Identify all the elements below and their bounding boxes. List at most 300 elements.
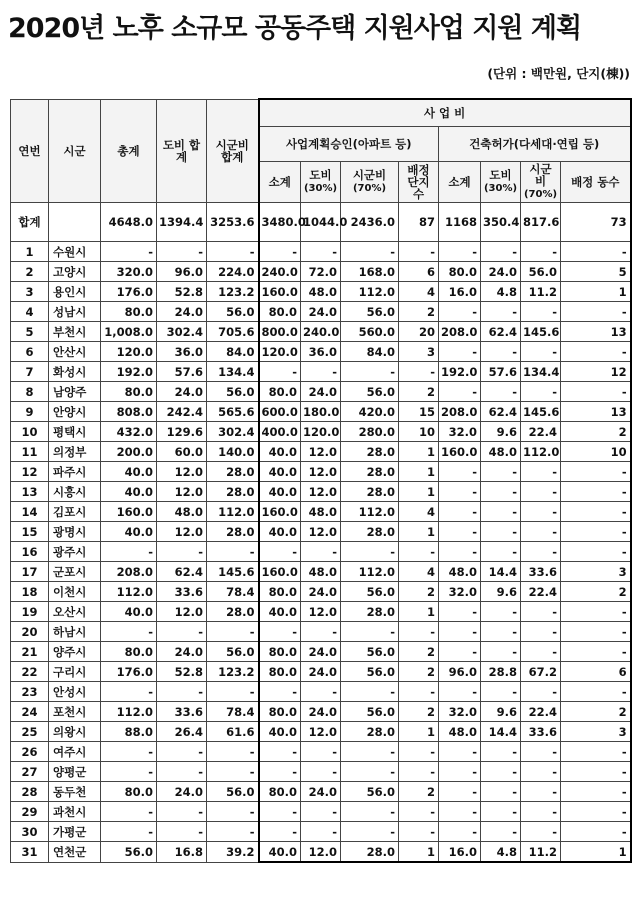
table-cell: 80.0 xyxy=(259,582,301,602)
table-cell: 12.0 xyxy=(301,522,341,542)
table-cell: 11 xyxy=(11,442,49,462)
table-cell: 16 xyxy=(11,542,49,562)
table-cell: 13 xyxy=(561,402,631,422)
table-cell: 2 xyxy=(399,782,439,802)
table-cell: - xyxy=(521,482,561,502)
table-cell: 22 xyxy=(11,662,49,682)
table-cell: 52.8 xyxy=(157,282,207,302)
table-cell: 140.0 xyxy=(207,442,259,462)
table-cell: - xyxy=(561,682,631,702)
table-cell: - xyxy=(521,502,561,522)
table-cell: 2 xyxy=(561,582,631,602)
table-cell: 62.4 xyxy=(157,562,207,582)
table-cell: - xyxy=(481,622,521,642)
table-body xyxy=(11,203,631,863)
table-cell: - xyxy=(561,522,631,542)
table-cell: 28 xyxy=(11,782,49,802)
table-cell: 11.2 xyxy=(521,282,561,302)
table-cell: - xyxy=(561,382,631,402)
table-cell: 32.0 xyxy=(439,422,481,442)
table-cell: 112.0 xyxy=(341,282,399,302)
table-cell: - xyxy=(207,742,259,762)
table-row xyxy=(11,522,631,542)
table-cell: 24.0 xyxy=(301,662,341,682)
table-cell: 800.0 xyxy=(259,322,301,342)
header-build-do: 도비 (30%) xyxy=(481,162,521,203)
table-cell: 62.4 xyxy=(481,402,521,422)
table-cell: 28.0 xyxy=(341,522,399,542)
table-cell: 20 xyxy=(399,322,439,342)
table-row xyxy=(11,762,631,782)
table-cell: - xyxy=(521,622,561,642)
table-cell: - xyxy=(481,522,521,542)
table-cell: - xyxy=(207,762,259,782)
table-cell: - xyxy=(101,682,157,702)
table-cell: 10 xyxy=(561,442,631,462)
table-cell: 22.4 xyxy=(521,702,561,722)
table-cell: 1 xyxy=(11,242,49,262)
table-cell: 연천군 xyxy=(49,842,101,863)
table-cell: - xyxy=(521,522,561,542)
table-cell: 33.6 xyxy=(157,702,207,722)
table-cell: 6 xyxy=(561,662,631,682)
table-row xyxy=(11,242,631,262)
table-cell: 208.0 xyxy=(439,402,481,422)
table-cell: - xyxy=(341,242,399,262)
table-cell: 포천시 xyxy=(49,702,101,722)
table-cell: - xyxy=(259,362,301,382)
table-cell: - xyxy=(521,462,561,482)
table-cell: 3253.6 xyxy=(207,203,259,242)
table-cell: - xyxy=(481,542,521,562)
table-cell: - xyxy=(481,802,521,822)
table-cell: - xyxy=(521,682,561,702)
table-cell: 15 xyxy=(399,402,439,422)
table-cell: 24.0 xyxy=(301,642,341,662)
table-cell: 40.0 xyxy=(259,462,301,482)
table-cell: - xyxy=(439,542,481,562)
table-cell: 208.0 xyxy=(101,562,157,582)
table-cell: - xyxy=(561,622,631,642)
table-cell: 145.6 xyxy=(521,322,561,342)
table-cell: 고양시 xyxy=(49,262,101,282)
table-cell: 1,008.0 xyxy=(101,322,157,342)
total-row xyxy=(11,203,631,242)
table-cell: 48.0 xyxy=(157,502,207,522)
table-cell: 224.0 xyxy=(207,262,259,282)
table-cell: 320.0 xyxy=(101,262,157,282)
table-cell: - xyxy=(561,802,631,822)
table-cell: 40.0 xyxy=(259,442,301,462)
table-cell: 61.6 xyxy=(207,722,259,742)
table-cell: - xyxy=(399,362,439,382)
table-cell: 4 xyxy=(11,302,49,322)
table-cell: - xyxy=(521,782,561,802)
table-cell: - xyxy=(301,242,341,262)
table-cell: 24.0 xyxy=(157,302,207,322)
table-cell: 160.0 xyxy=(439,442,481,462)
table-cell: - xyxy=(481,342,521,362)
table-cell: 12.0 xyxy=(157,462,207,482)
table-cell: - xyxy=(521,302,561,322)
table-cell: 평택시 xyxy=(49,422,101,442)
table-cell: - xyxy=(561,642,631,662)
table-cell: - xyxy=(521,642,561,662)
table-cell: - xyxy=(439,382,481,402)
table-cell: 4.8 xyxy=(481,842,521,863)
table-cell: - xyxy=(481,482,521,502)
table-row xyxy=(11,402,631,422)
table-cell: 33.6 xyxy=(521,562,561,582)
table-cell: 12.0 xyxy=(301,842,341,863)
table-cell: 123.2 xyxy=(207,282,259,302)
header-si-total: 시군비 합계 xyxy=(207,99,259,203)
table-cell: - xyxy=(157,762,207,782)
table-cell: 242.4 xyxy=(157,402,207,422)
table-cell: 48.0 xyxy=(439,562,481,582)
table-cell: 24.0 xyxy=(481,262,521,282)
table-cell: 56.0 xyxy=(207,642,259,662)
table-cell: 28.0 xyxy=(341,482,399,502)
table-cell: 20 xyxy=(11,622,49,642)
table-cell: 1394.4 xyxy=(157,203,207,242)
table-cell: 32.0 xyxy=(439,702,481,722)
table-row xyxy=(11,482,631,502)
table-cell: 28.0 xyxy=(341,602,399,622)
table-cell: 80.0 xyxy=(439,262,481,282)
table-cell: 3 xyxy=(11,282,49,302)
table-cell: 40.0 xyxy=(259,602,301,622)
table-row xyxy=(11,562,631,582)
table-cell: 57.6 xyxy=(481,362,521,382)
table-cell: 80.0 xyxy=(259,642,301,662)
table-cell: 40.0 xyxy=(259,842,301,863)
header-apt-do: 도비 (30%) xyxy=(301,162,341,203)
table-cell: - xyxy=(561,602,631,622)
table-cell: - xyxy=(481,382,521,402)
table-row xyxy=(11,682,631,702)
table-cell: 36.0 xyxy=(301,342,341,362)
table-cell: - xyxy=(481,682,521,702)
table-cell: - xyxy=(521,382,561,402)
table-cell: - xyxy=(561,302,631,322)
table-cell: 합계 xyxy=(11,203,49,242)
table-cell: 400.0 xyxy=(259,422,301,442)
table-cell: 10 xyxy=(399,422,439,442)
table-cell: 12 xyxy=(11,462,49,482)
table-row xyxy=(11,622,631,642)
table-cell: 48.0 xyxy=(301,502,341,522)
table-cell: 1 xyxy=(399,482,439,502)
table-cell: 78.4 xyxy=(207,702,259,722)
table-row xyxy=(11,282,631,302)
table-cell: - xyxy=(481,782,521,802)
table-cell: - xyxy=(561,542,631,562)
table-row xyxy=(11,462,631,482)
table-row xyxy=(11,322,631,342)
table-cell: - xyxy=(157,742,207,762)
table-cell: 160.0 xyxy=(259,282,301,302)
header-no: 연번 xyxy=(11,99,49,203)
table-cell: 134.4 xyxy=(207,362,259,382)
table-cell: - xyxy=(481,762,521,782)
table-cell: 31 xyxy=(11,842,49,863)
table-cell: - xyxy=(341,762,399,782)
table-cell: 200.0 xyxy=(101,442,157,462)
table-cell: 4 xyxy=(399,282,439,302)
table-cell: 6 xyxy=(11,342,49,362)
table-cell: 동두천 xyxy=(49,782,101,802)
table-cell: 24 xyxy=(11,702,49,722)
table-cell: 302.4 xyxy=(157,322,207,342)
table-cell: - xyxy=(399,802,439,822)
table-cell: - xyxy=(399,242,439,262)
table-cell: - xyxy=(439,622,481,642)
table-cell: - xyxy=(301,542,341,562)
table-row xyxy=(11,662,631,682)
page-title: 2020년 노후 소규모 공동주택 지원사업 지원 계획 xyxy=(8,13,582,44)
table-cell: 4 xyxy=(399,502,439,522)
table-row xyxy=(11,842,631,863)
table-row xyxy=(11,382,631,402)
table-cell: 56.0 xyxy=(207,782,259,802)
table-cell: 24.0 xyxy=(157,642,207,662)
table-cell: - xyxy=(439,822,481,842)
table-cell: - xyxy=(207,802,259,822)
table-cell: 145.6 xyxy=(521,402,561,422)
table-cell: 16.0 xyxy=(439,842,481,863)
table-row xyxy=(11,302,631,322)
table-cell: - xyxy=(481,822,521,842)
table-cell: 62.4 xyxy=(481,322,521,342)
table-cell: - xyxy=(399,822,439,842)
table-cell: 28.0 xyxy=(207,462,259,482)
header-apt-subtotal: 소계 xyxy=(259,162,301,203)
table-cell: 73 xyxy=(561,203,631,242)
table-cell: 48.0 xyxy=(481,442,521,462)
table-cell: 2 xyxy=(11,262,49,282)
table-cell: - xyxy=(481,602,521,622)
table-cell: - xyxy=(341,822,399,842)
table-cell: - xyxy=(481,502,521,522)
table-row xyxy=(11,782,631,802)
table-cell: - xyxy=(561,462,631,482)
table-cell: 28.0 xyxy=(207,482,259,502)
table-cell: 13 xyxy=(561,322,631,342)
table-cell: - xyxy=(439,742,481,762)
table-row xyxy=(11,342,631,362)
table-cell: 134.4 xyxy=(521,362,561,382)
table-cell: - xyxy=(101,242,157,262)
table-cell: - xyxy=(259,542,301,562)
table-cell: - xyxy=(259,762,301,782)
table-cell: 안성시 xyxy=(49,682,101,702)
table-cell: 120.0 xyxy=(101,342,157,362)
table-cell: 350.4 xyxy=(481,203,521,242)
table-cell: 26 xyxy=(11,742,49,762)
table-cell: - xyxy=(561,242,631,262)
header-apt-units: 배정 단지 수 xyxy=(399,162,439,203)
table-cell: 22.4 xyxy=(521,422,561,442)
table-cell: 12.0 xyxy=(301,722,341,742)
table-cell: 구리시 xyxy=(49,662,101,682)
table-cell: 파주시 xyxy=(49,462,101,482)
table-cell: 160.0 xyxy=(259,562,301,582)
table-cell: - xyxy=(481,302,521,322)
table-cell: 168.0 xyxy=(341,262,399,282)
table-cell: 56.0 xyxy=(207,382,259,402)
table-cell: 3 xyxy=(561,562,631,582)
table-cell: 23 xyxy=(11,682,49,702)
table-cell: - xyxy=(157,542,207,562)
header-project-cost: 사 업 비 xyxy=(259,99,631,127)
table-cell: 25 xyxy=(11,722,49,742)
table-cell: 6 xyxy=(399,262,439,282)
table-cell: - xyxy=(341,542,399,562)
table-cell: 9.6 xyxy=(481,422,521,442)
table-cell: 12.0 xyxy=(157,482,207,502)
table-cell: 28.8 xyxy=(481,662,521,682)
table-cell: 40.0 xyxy=(259,522,301,542)
table-cell: 33.6 xyxy=(521,722,561,742)
table-cell: 성남시 xyxy=(49,302,101,322)
table-cell: 120.0 xyxy=(301,422,341,442)
table-cell: - xyxy=(439,242,481,262)
table-cell: 27 xyxy=(11,762,49,782)
table-cell: 24.0 xyxy=(301,702,341,722)
table-cell: 600.0 xyxy=(259,402,301,422)
table-cell: 40.0 xyxy=(259,482,301,502)
table-cell: 80.0 xyxy=(259,702,301,722)
table-cell: 160.0 xyxy=(259,502,301,522)
table-cell: - xyxy=(157,622,207,642)
table-cell: 16.0 xyxy=(439,282,481,302)
table-row xyxy=(11,542,631,562)
table-cell: 29 xyxy=(11,802,49,822)
table-cell: 112.0 xyxy=(521,442,561,462)
header-total: 총계 xyxy=(101,99,157,203)
table-cell: - xyxy=(521,242,561,262)
table-cell: 84.0 xyxy=(207,342,259,362)
table-cell: 1 xyxy=(399,602,439,622)
table-cell: 112.0 xyxy=(341,502,399,522)
table-cell: 56.0 xyxy=(521,262,561,282)
table-cell: 56.0 xyxy=(341,702,399,722)
table-cell: - xyxy=(207,242,259,262)
table-cell: 9.6 xyxy=(481,582,521,602)
table-cell: 1168 xyxy=(439,203,481,242)
table-cell: 24.0 xyxy=(157,382,207,402)
table-cell: 12.0 xyxy=(301,602,341,622)
table-cell: - xyxy=(301,822,341,842)
table-cell: 수원시 xyxy=(49,242,101,262)
table-cell: 560.0 xyxy=(341,322,399,342)
table-cell: 302.4 xyxy=(207,422,259,442)
table-cell: - xyxy=(481,642,521,662)
table-cell: 432.0 xyxy=(101,422,157,442)
table-cell: 11.2 xyxy=(521,842,561,863)
table-cell: 2 xyxy=(399,382,439,402)
table-cell: 9.6 xyxy=(481,702,521,722)
table-cell: - xyxy=(439,762,481,782)
table-cell: - xyxy=(481,462,521,482)
table-cell: 3480.0 xyxy=(259,203,301,242)
table-cell: - xyxy=(341,362,399,382)
table-cell: - xyxy=(561,782,631,802)
table-cell: 1 xyxy=(399,522,439,542)
header-build-group: 건축허가(다세대·연립 등) xyxy=(439,127,631,162)
table-cell: 48.0 xyxy=(301,282,341,302)
table-cell: 2 xyxy=(399,702,439,722)
table-cell: 56.0 xyxy=(341,662,399,682)
table-cell: - xyxy=(341,802,399,822)
table-cell: - xyxy=(259,242,301,262)
table-cell: 28.0 xyxy=(341,442,399,462)
table-cell: 2436.0 xyxy=(341,203,399,242)
table-cell: - xyxy=(561,342,631,362)
table-cell: 부천시 xyxy=(49,322,101,342)
table-row xyxy=(11,642,631,662)
table-cell: 3 xyxy=(399,342,439,362)
table-cell: 이천시 xyxy=(49,582,101,602)
table-cell: - xyxy=(341,742,399,762)
table-cell: - xyxy=(101,762,157,782)
table-cell: 26.4 xyxy=(157,722,207,742)
table-cell: 60.0 xyxy=(157,442,207,462)
table-cell xyxy=(49,203,101,242)
table-cell: - xyxy=(521,822,561,842)
table-cell: - xyxy=(207,822,259,842)
table-cell: 56.0 xyxy=(341,582,399,602)
table-row xyxy=(11,582,631,602)
table-cell: - xyxy=(399,682,439,702)
table-cell: - xyxy=(301,622,341,642)
table-cell: - xyxy=(259,802,301,822)
table-cell: - xyxy=(301,762,341,782)
table-cell: - xyxy=(157,242,207,262)
table-cell: - xyxy=(301,742,341,762)
table-cell: 24.0 xyxy=(301,302,341,322)
table-cell: 240.0 xyxy=(259,262,301,282)
table-cell: 80.0 xyxy=(259,302,301,322)
table-cell: 80.0 xyxy=(101,642,157,662)
table-cell: - xyxy=(399,622,439,642)
table-row xyxy=(11,602,631,622)
table-cell: - xyxy=(101,802,157,822)
header-city: 시군 xyxy=(49,99,101,203)
table-cell: 1 xyxy=(561,282,631,302)
table-cell: - xyxy=(439,482,481,502)
table-cell: - xyxy=(101,622,157,642)
table-cell: 1 xyxy=(399,842,439,863)
header-build-si: 시군 비 (70%) xyxy=(521,162,561,203)
table-cell: 12.0 xyxy=(157,522,207,542)
table-cell: 176.0 xyxy=(101,662,157,682)
table-cell: - xyxy=(521,542,561,562)
table-cell: - xyxy=(481,742,521,762)
table-cell: - xyxy=(341,622,399,642)
table-cell: - xyxy=(301,362,341,382)
table-cell: - xyxy=(157,822,207,842)
table-row xyxy=(11,362,631,382)
table-cell: 12 xyxy=(561,362,631,382)
table-cell: 14 xyxy=(11,502,49,522)
header-build-subtotal: 소계 xyxy=(439,162,481,203)
table-cell: 72.0 xyxy=(301,262,341,282)
table-cell: - xyxy=(259,742,301,762)
table-cell: 14.4 xyxy=(481,562,521,582)
table-cell: 2 xyxy=(399,642,439,662)
